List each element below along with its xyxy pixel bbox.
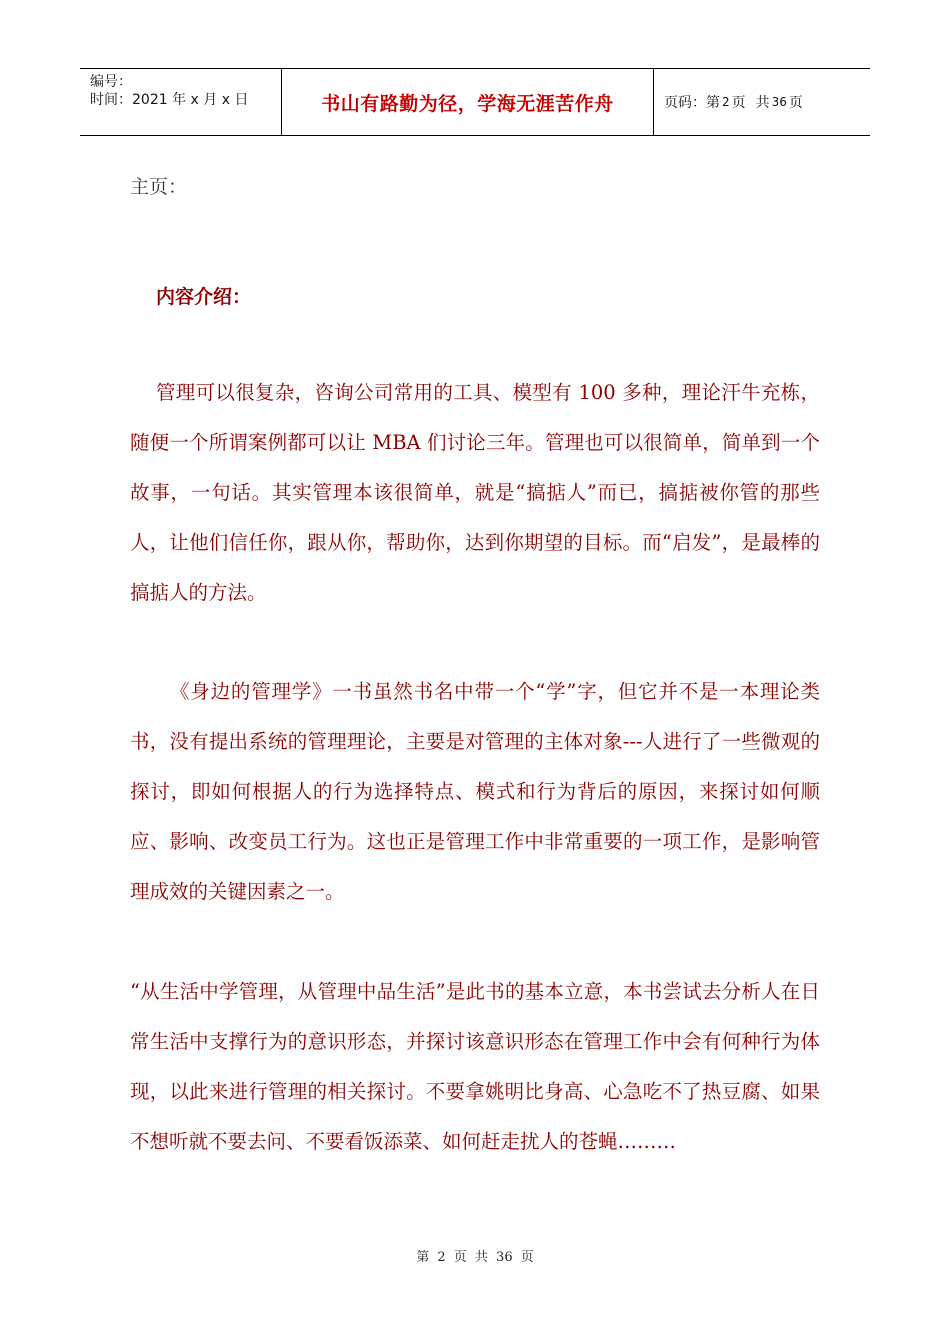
page-header xyxy=(80,68,870,136)
paragraph-1: 管理可以很复杂，咨询公司常用的工具、模型有 100 多种，理论汗牛充栋，随便一个所谓案例都可以让 MBA 们讨论三年。管理也可以很简单，简单到一个故事，一句话。其实管理本该很简单，就是“搞掂人”而已，搞掂被你管的那些人，让他们信任你，跟从你，帮助你，达到你期望的目标。而“启发”，是最棒的搞掂人的方法。 xyxy=(130,381,820,604)
header-page-number xyxy=(654,69,870,135)
time-label: 时间：2021 年 x 月 x 日 xyxy=(90,92,249,108)
page-current: 2 xyxy=(722,95,730,109)
header-motto: 书山有路勤为径，学海无涯苦作舟 xyxy=(282,69,654,135)
intro-heading: 内容介绍： xyxy=(156,286,252,308)
paragraph-2: 《身边的管理学》一书虽然书名中带一个“学”字，但它并不是一本理论类书，没有提出系统的管理理论，主要是对管理的主体对象---人进行了一些微观的探讨，即如何根据人的行为选择特点、模式和行为背后的原因，来探讨如何顺应、影响、改变员工行为。这也正是管理工作中非常重要的一项工作，是影响管理成效的关键因素之一。 xyxy=(130,680,820,903)
home-label: 主页： xyxy=(130,176,188,198)
paragraph-3: “从生活中学管理，从管理中品生活”是此书的基本立意，本书尝试去分析人在日常生活中支撑行为的意识形态，并探讨该意识形态在管理工作中会有何种行为体现，以此来进行管理的相关探讨。不要拿姚明比身高、心急吃不了热豆腐、如果不想听就不要去问、不要看饭添菜、如何赶走扰人的苍蝇……… xyxy=(130,980,820,1153)
number-label: 编号： xyxy=(90,74,132,90)
page-suffix: 页 xyxy=(788,95,803,111)
header-meta xyxy=(80,69,282,135)
page-total: 36 xyxy=(771,95,787,109)
page-prefix: 页码：第 xyxy=(664,95,720,111)
page-total-prefix: 共 xyxy=(755,95,770,111)
page-mid: 页 xyxy=(731,95,746,111)
page-footer: 第 2 页 共 36 页 xyxy=(416,1250,534,1265)
